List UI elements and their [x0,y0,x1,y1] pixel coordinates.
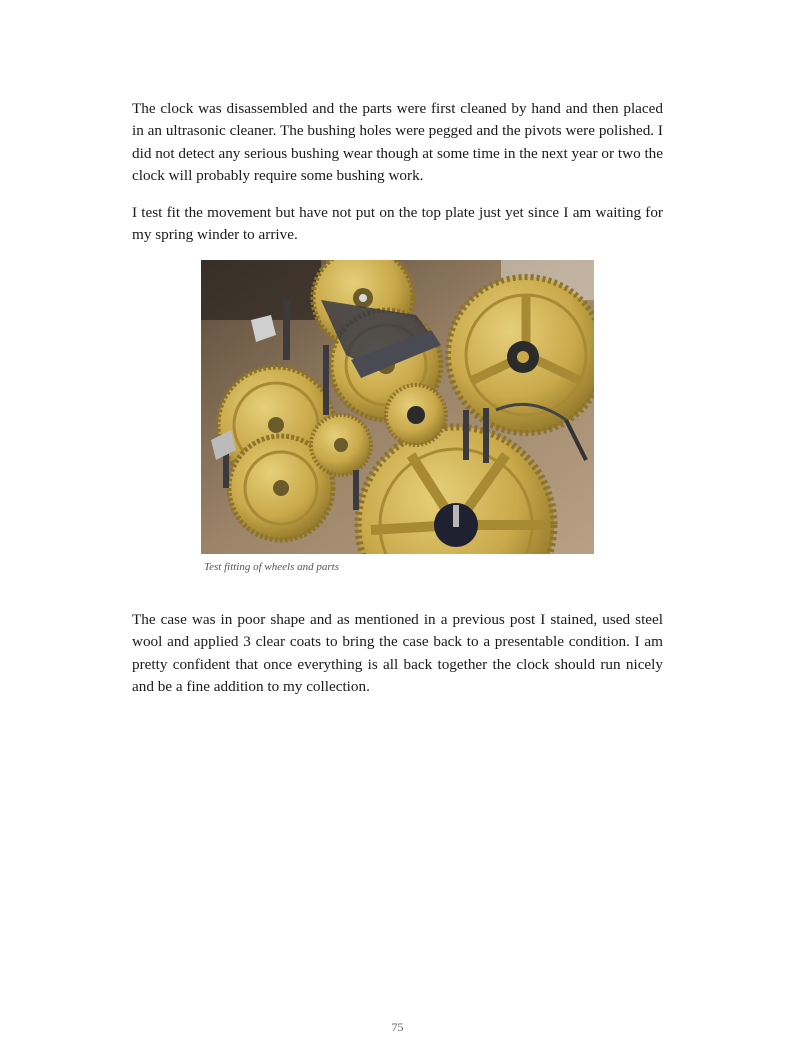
gear-small-left [311,415,371,475]
paragraph-disassembly: The clock was disassembled and the parts were first cleaned by hand and then placed in an ultrasonic cleaner. The bushing holes were pegged and the pivots were polished. I did not detect any serious bushing wear though at some time in the next year or two the clock will probably require some bushing work. [132,100,664,184]
paragraph-test-fit: I test fit the movement but have not put on the top plate just yet since I am waiting for my spring winder to arrive. [132,204,663,244]
page-number: 75 [391,1020,404,1034]
paragraph-case-restoration: The case was in poor shape and as mentioned in a previous post I stained, used steel wool and applied 3 clear coats to bring the case back to a presentable condition. I am pretty confident that once everything is all back together the clock should run nicely and be a fine addition to my collection. [132,611,663,695]
figure-caption: Test fitting of wheels and parts [204,561,339,573]
gear-small-middle [386,385,446,445]
clock-movement-photo [201,260,594,554]
